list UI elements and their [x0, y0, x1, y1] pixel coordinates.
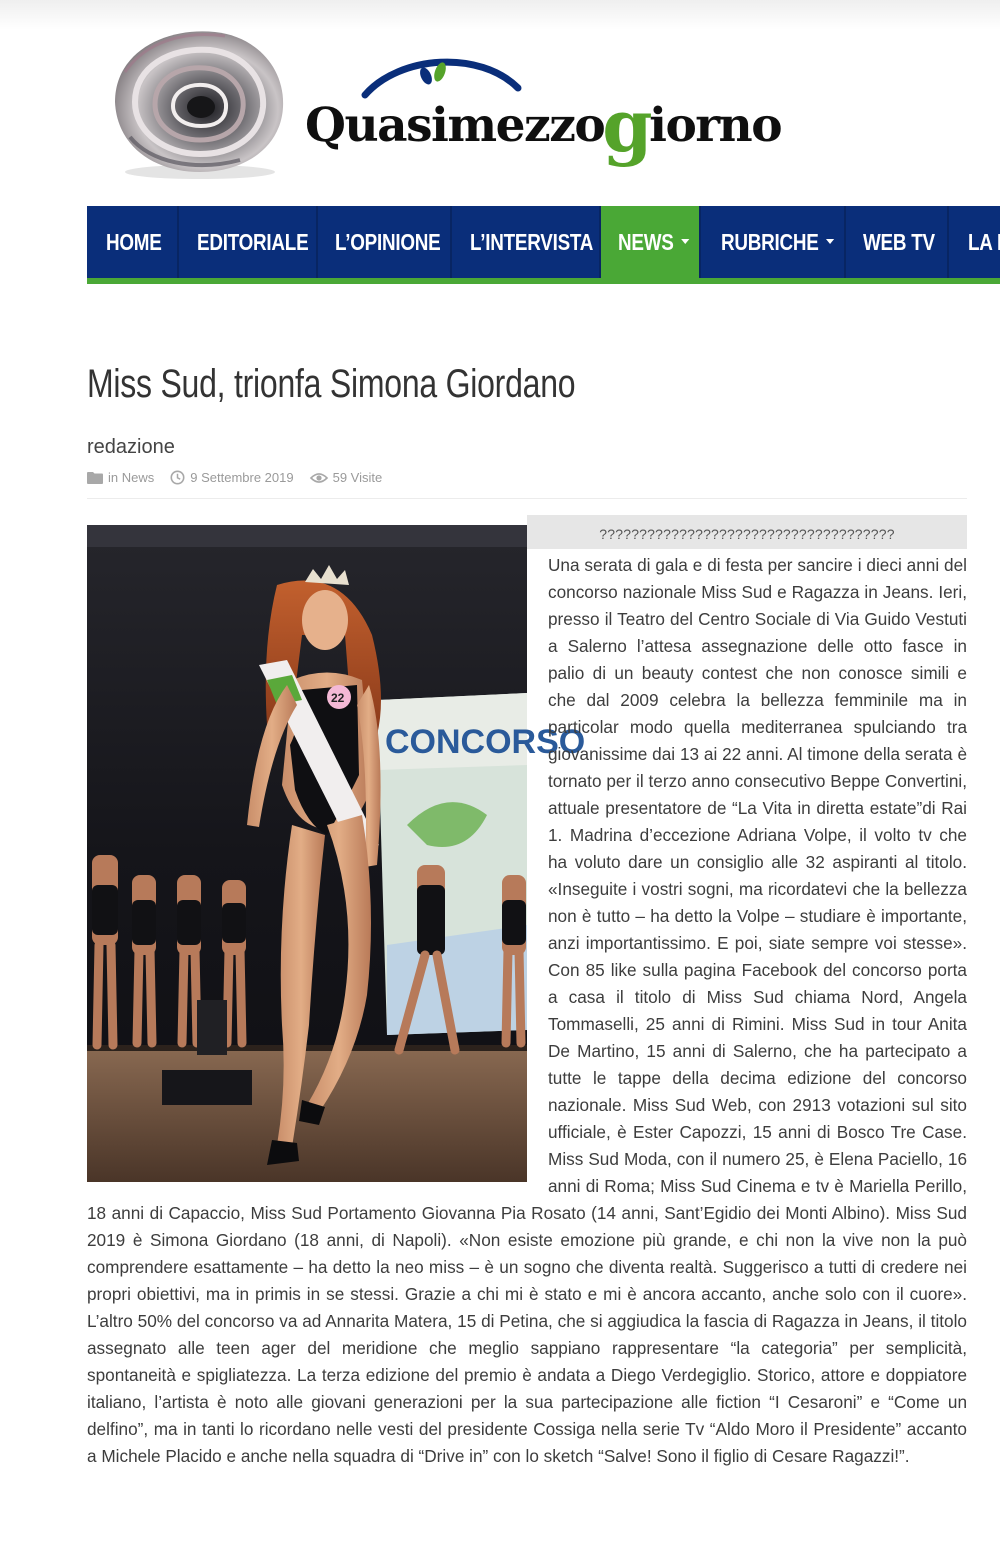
nav-item-webtv[interactable]	[863, 206, 935, 278]
nav-item-opinione[interactable]	[335, 206, 440, 278]
article-meta	[87, 470, 382, 485]
newspaper-roll-logo	[105, 22, 290, 182]
backdrop-text: CONCORSO	[385, 723, 586, 761]
nav-item-label: RUBRICHE	[721, 229, 819, 255]
nav-separator	[450, 206, 452, 278]
nav-item-intervista[interactable]	[470, 206, 593, 278]
article-body-text: Una serata di gala e di festa per sancire i dieci anni del concorso nazionale Miss Sud e Ragazza in Jeans. Ieri, presso il Teatro del Centro Sociale di Via Guido Vestuti a Salerno l’attesa assegnazione delle otto fasce in palio di un beauty contest che non conosce simili e che dal 2009 celebra la bellezza femminile ma in particolar modo quella mediterranea spulciando tra giovanissime dai 13 ai 22 anni. Al timone della serata è tornato per il terzo anno consecutivo Beppe Convertini, attuale presentatore de “La Vita in diretta estate”di Rai 1. Madrina d’eccezione Adriana Volpe, il volto tv che ha voluto dare un consiglio alle 32 aspiranti al titolo. «Inseguite i vostri sogni, ma ricordatevi che la bellezza non è tutto – ha detto la Volpe – studiare è importante, anzi importantissimo. E poi, siate sempre voi stesse». Con 85 like sulla pagina Facebook del concorso porta a casa il titolo di Miss Sud chiama Nord, Angela Tommaselli, 25 anni di Rimini. Miss Sud in tour Anita De Martino, 15 anni di Salerno, che ha partecipato a tutte le tappe della decima edizione del concorso nazionale. Miss Sud Web, con 2913 votazioni sul sito ufficiale, è Ester Capozzi, 15 anni di Bosco Tre Case. Miss Sud Moda, con il numero 25, è Elena Paciello, 16 anni di Roma; Miss Sud Cinema e tv è Mariella Perillo, 18 anni di Capaccio, Miss Sud Portamento Giovanna Pia Rosato (14 anni, Sant’Egidio dei Monti Albino). Miss Sud 2019 è Simona Giordano (18 anni, di Napoli). «Non esiste emozione più grande, e chi non la vive non la può comprendere esattamente – ha detto la neo miss – è un sogno che diventa realtà. Suggerisco a tutti di credere nei propri obiettivi, ma in primis in se stessi. Grazie a chi mi è stato e mi è ancora accanto, anche solo con il cuore». L’altro 50% del concorso va ad Annarita Matera, 15 di Petina, che si aggiudica la fascia di Ragazza in Jeans, il titolo assegnato alle teen ager del meridione che meglio sappiano rappresentare “la categoria” per semplicità, spontaneità e spigliatezza. La terza edizione del premio è andata a Diego Verdegiglio. Storico, attore e doppiatore italiano, l’artista è noto alle giovani generazioni per la sua partecipazione alle fiction “I Cesaroni” e “Come un delfino”, ma in tanti lo ricordano nelle vesti del presidente Cossiga nella serie Tv “Aldo Moro il Presidente” accanto a Michele Placido e anche nella squadra di “Drive in” con lo sketch “Salve! Sono il figlio di Cesare Ragazzi!”.	[87, 555, 967, 1466]
nav-item-la[interactable]	[968, 206, 1008, 278]
nav-item-home[interactable]	[106, 206, 162, 278]
folder-icon	[87, 471, 103, 484]
chevron-down-icon	[681, 239, 689, 244]
clock-icon	[170, 470, 185, 485]
site-name-part1: Quasimezzo	[305, 98, 605, 153]
article-title: Miss Sud, trionfa Simona Giordano	[87, 362, 576, 406]
nav-item-label: L’INTERVISTA	[470, 229, 594, 255]
nav-item-label: EDITORIALE	[197, 229, 309, 255]
image-caption: ?????????????????????????????????????	[527, 515, 967, 549]
nav-separator	[947, 206, 949, 278]
nav-separator	[844, 206, 846, 278]
meta-divider	[87, 498, 967, 499]
nav-item-label: LA F	[968, 229, 1008, 255]
nav-separator	[699, 206, 701, 278]
nav-item-rubriche[interactable]	[721, 206, 834, 278]
article-body	[87, 552, 967, 1470]
nav-underline	[87, 278, 1000, 284]
sash-number: 22	[331, 691, 345, 705]
nav-separator	[316, 206, 318, 278]
main-nav	[87, 206, 1008, 278]
site-name-part2: iorno	[649, 98, 782, 153]
site-name	[305, 80, 782, 168]
nav-item-label: WEB TV	[863, 229, 935, 255]
nav-separator	[599, 206, 601, 278]
nav-item-editoriale[interactable]	[197, 206, 308, 278]
chevron-down-icon	[826, 239, 834, 244]
meta-category[interactable]: in News	[108, 470, 155, 485]
photo-wrap-spacer	[87, 552, 548, 1200]
article-author[interactable]: redazione	[87, 436, 175, 458]
nav-item-label: L’OPINIONE	[335, 229, 441, 255]
meta-date: 9 Settembre 2019	[190, 470, 294, 485]
nav-item-label: NEWS	[618, 229, 674, 255]
nav-separator	[177, 206, 179, 278]
eye-icon	[310, 472, 328, 484]
nav-item-label: HOME	[106, 229, 162, 255]
meta-views: 59 Visite	[332, 470, 383, 485]
site-name-g: g	[602, 83, 652, 168]
nav-item-news[interactable]	[618, 206, 689, 278]
